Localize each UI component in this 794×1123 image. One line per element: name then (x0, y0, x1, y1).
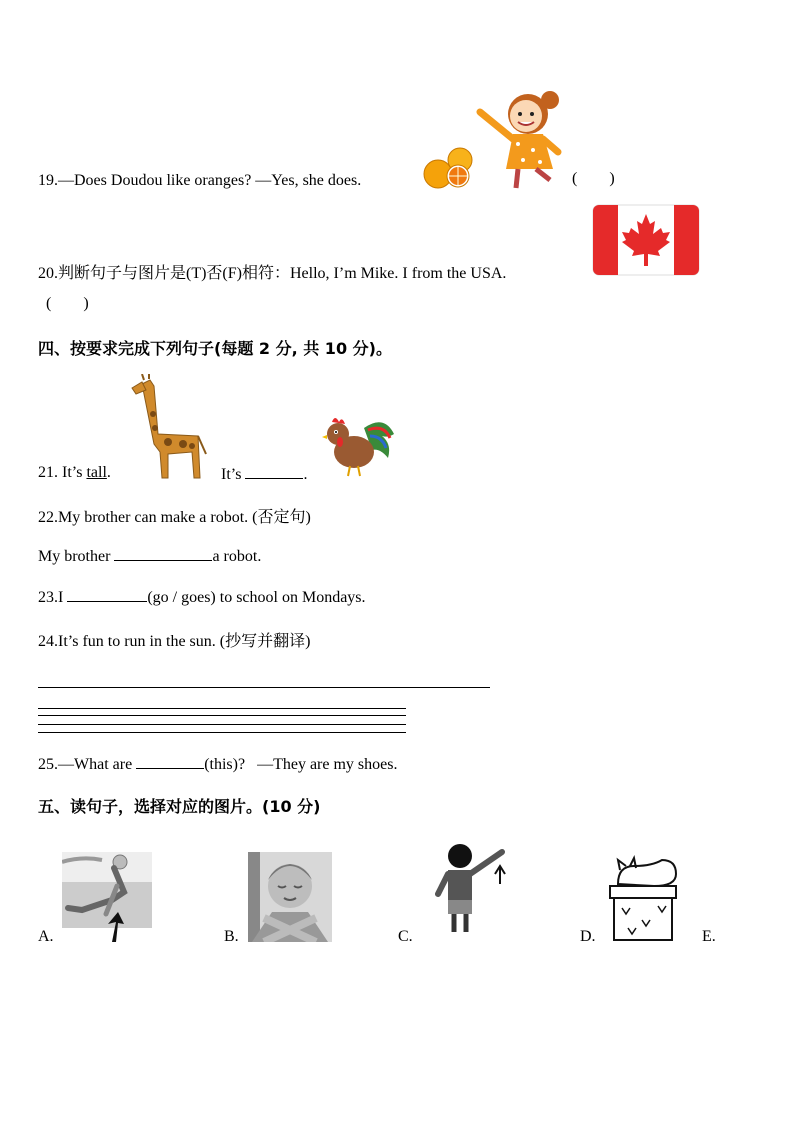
answer-line-1[interactable] (38, 687, 490, 688)
option-c-label[interactable]: C. (398, 928, 413, 945)
question-25 (38, 754, 397, 774)
question-23-suffix: (go / goes) to school on Mondays. (147, 589, 366, 606)
question-21-blank[interactable] (245, 464, 303, 479)
question-21-example-word: tall (86, 464, 107, 481)
question-22-blank[interactable] (114, 546, 212, 561)
section-4-heading: 四、按要求完成下列句子(每题 2 分, 共 10 分)。 (38, 339, 392, 358)
question-21-second-part (221, 464, 307, 484)
canada-flag-image (592, 204, 700, 276)
option-a-label[interactable]: A. (38, 928, 54, 945)
rooster-image (318, 410, 398, 478)
question-22: 22.My brother can make a robot. (否定句) (38, 509, 311, 526)
question-25-blank[interactable] (136, 754, 204, 769)
question-21 (38, 464, 111, 482)
question-25-suffix: (this)? —They are my shoes. (204, 756, 398, 773)
question-21-its: It’s (221, 466, 246, 483)
question-22-answer (38, 546, 261, 566)
question-23 (38, 587, 366, 607)
question-21-end: . (303, 466, 308, 483)
question-20-answer-paren[interactable]: ( ) (46, 295, 89, 312)
option-a-image (62, 852, 152, 942)
option-e-label[interactable]: E. (702, 928, 716, 945)
question-19 (38, 172, 361, 190)
option-b-image (248, 852, 332, 942)
question-21-prefix: 21. It’s (38, 464, 87, 481)
section-5-heading: 五、读句子，选择对应的图片。(10 分) (38, 797, 321, 816)
question-21-dot: . (106, 464, 111, 481)
question-19-answer-paren[interactable]: ( ) (572, 170, 615, 187)
option-c-image (428, 842, 510, 938)
girl-with-oranges-image (418, 84, 568, 194)
question-24: 24.It’s fun to run in the sun. (抄写并翻译) (38, 633, 311, 650)
option-d-image (608, 854, 680, 944)
option-d-label[interactable]: D. (580, 928, 596, 945)
question-23-prefix: 23.I (38, 589, 68, 606)
answer-line-5[interactable] (38, 732, 406, 733)
answer-line-3[interactable] (38, 715, 406, 716)
giraffe-image (128, 374, 210, 480)
answer-line-2[interactable] (38, 708, 406, 709)
question-25-prefix: 25.—What are (38, 756, 137, 773)
question-20-text: 20.判断句子与图片是(T)否(F)相符：Hello, I’m Mike. I from the USA. (38, 265, 507, 282)
question-23-blank[interactable] (67, 587, 147, 602)
option-b-label[interactable]: B. (224, 928, 239, 945)
question-19-text: 19.—Does Doudou like oranges? —Yes, she does. (38, 172, 362, 189)
question-20 (38, 260, 506, 283)
question-22-answer-suffix: a robot. (212, 548, 262, 565)
question-22-answer-prefix: My brother (38, 548, 115, 565)
answer-line-4[interactable] (38, 724, 406, 725)
